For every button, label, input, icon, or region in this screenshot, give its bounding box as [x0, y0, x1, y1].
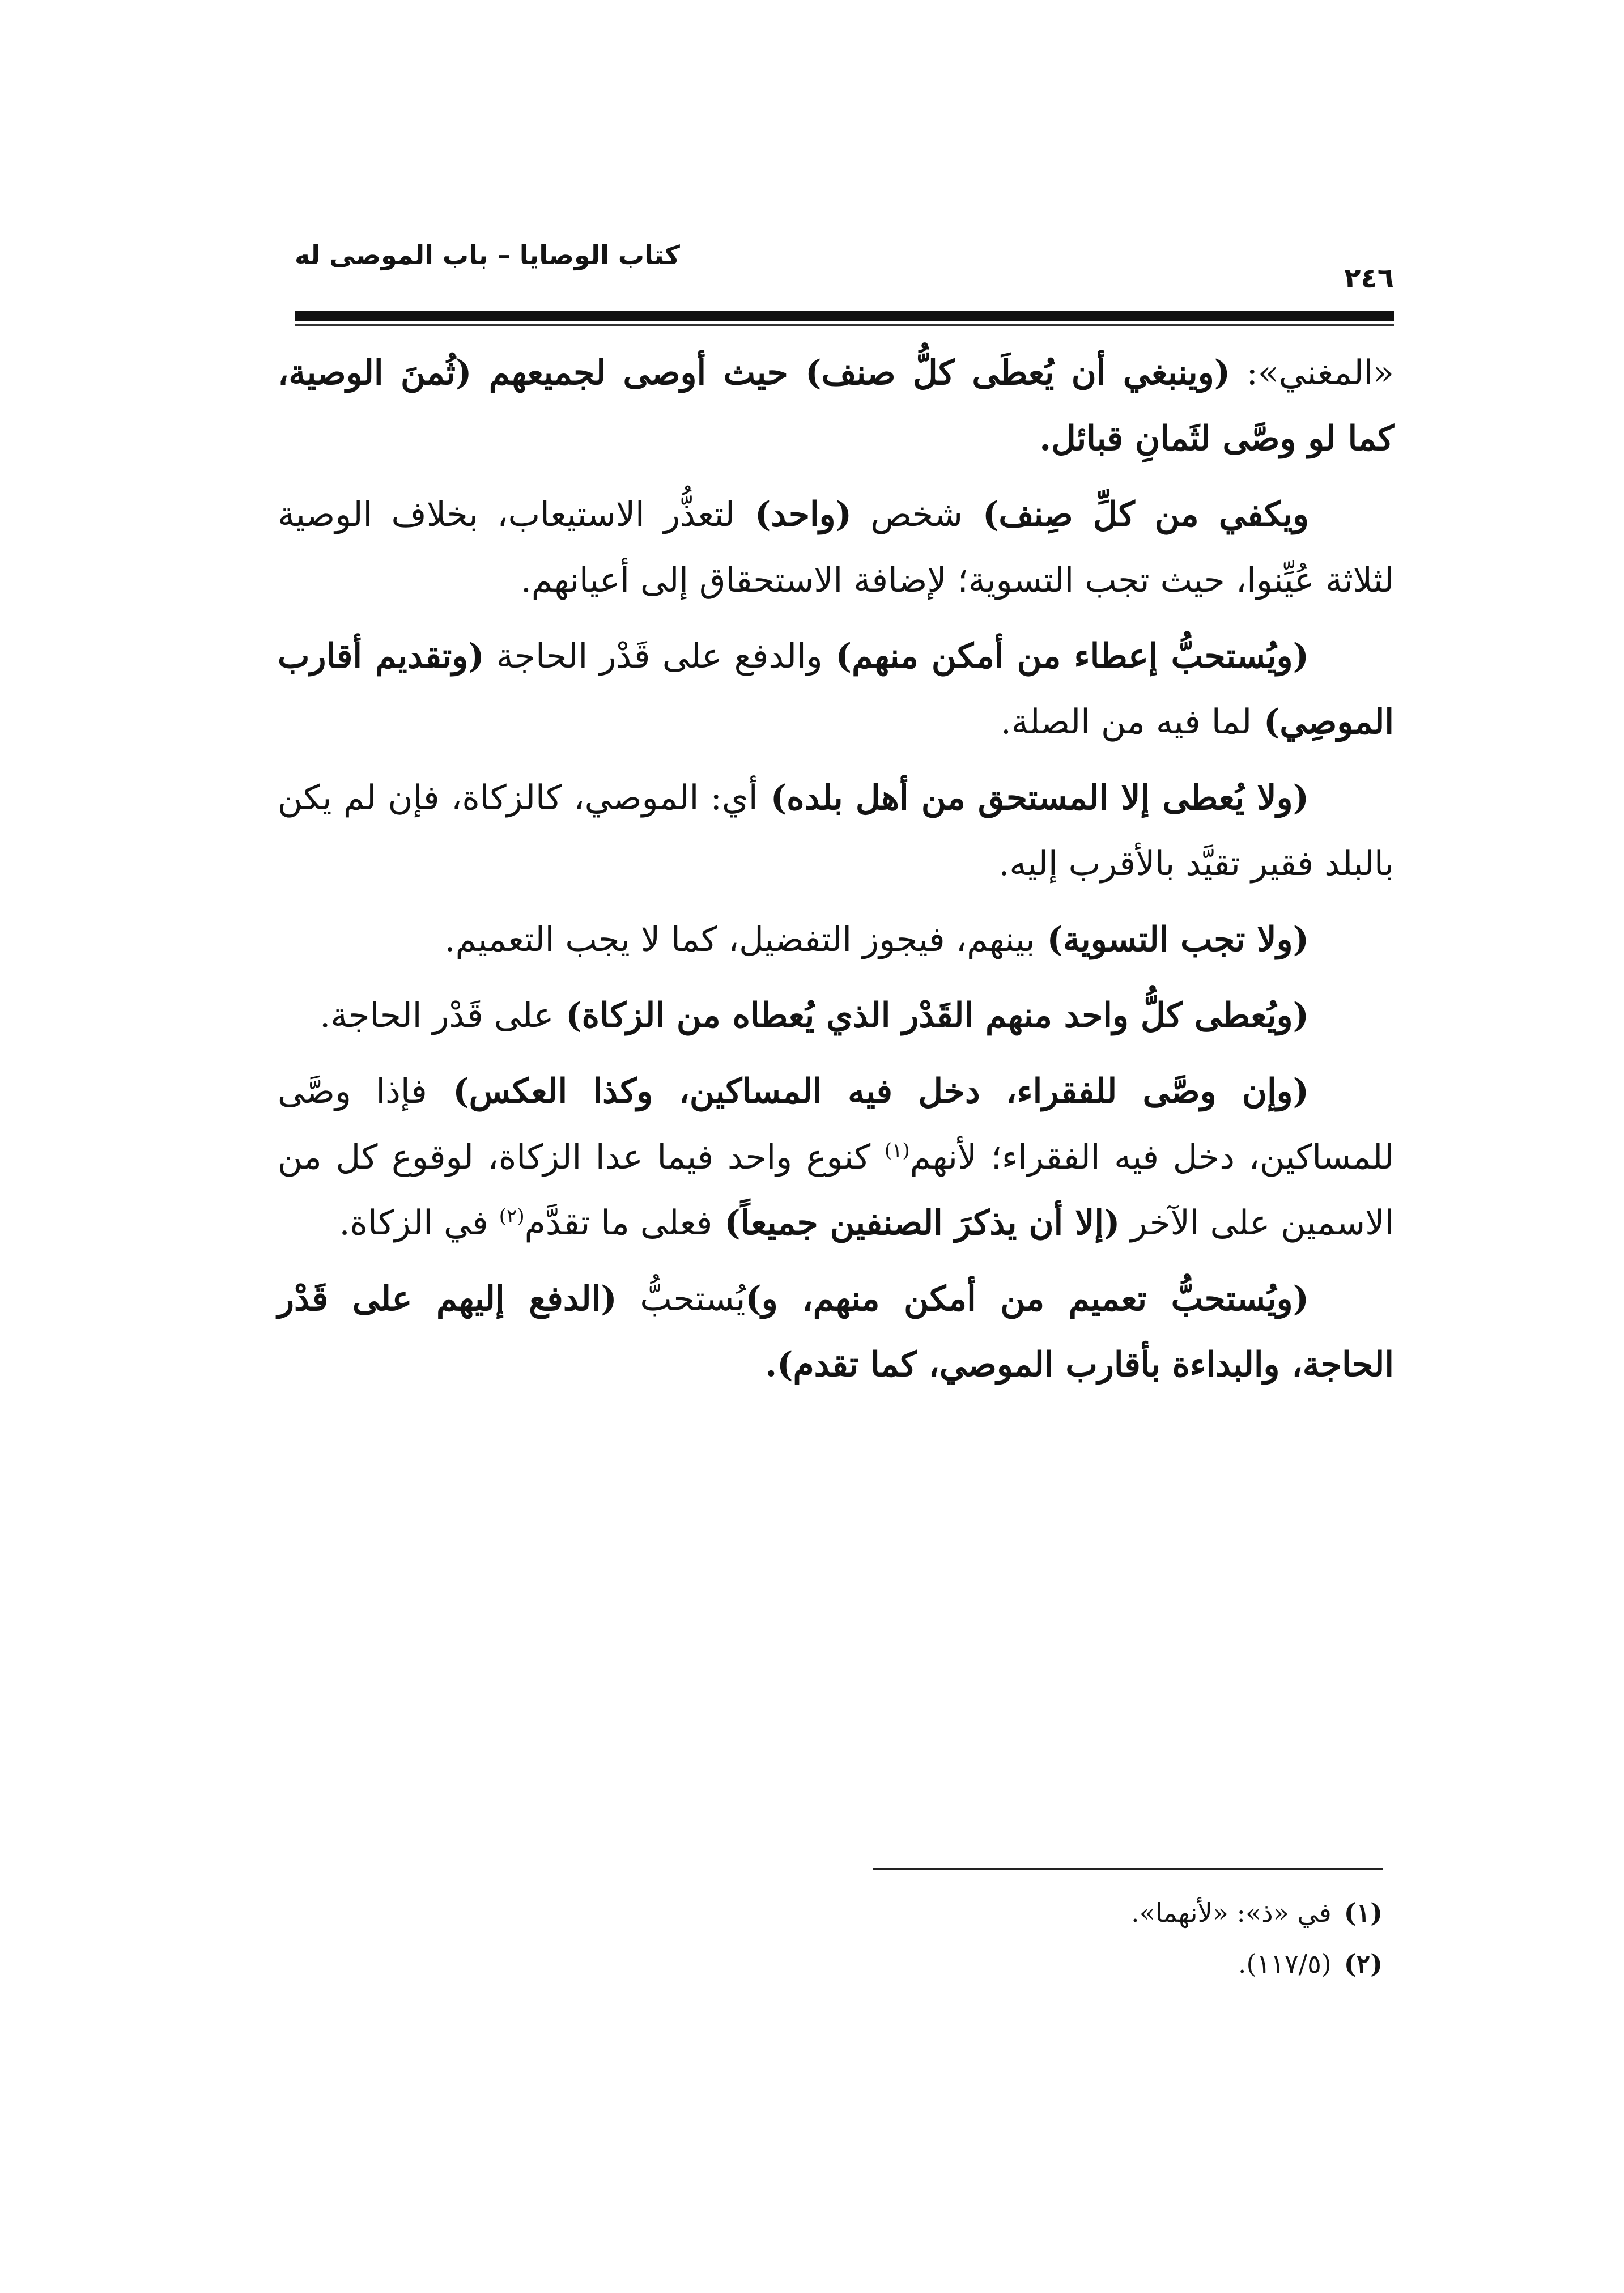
- matn-text: (واحد): [734, 495, 852, 534]
- header-rule-thin: [295, 324, 1394, 326]
- paragraph-4: [278, 765, 1394, 897]
- footnote-text: (١١٧/٥).: [1238, 1948, 1332, 1979]
- paragraph-2: [278, 482, 1394, 613]
- paragraph-8: [278, 1266, 1394, 1398]
- footnote-separator: [873, 1868, 1383, 1870]
- matn-text: (ولا تجب التسوية): [1035, 920, 1309, 959]
- footnote-number: (٢): [1344, 1948, 1383, 1979]
- running-title: كتاب الوصايا – باب الموصى له: [295, 240, 680, 270]
- matn-text: (ولا يُعطى إلا المستحق من أهل بلده): [758, 778, 1310, 818]
- matn-text: (ويُستحبُّ تعميم من أمكن منهم، و): [745, 1279, 1309, 1319]
- matn-text: (الدفع إليهم على قَدْر الحاجة، والبداءة بأقارب الموصي، كما تقدم).: [278, 1279, 1394, 1385]
- paragraph-3: [278, 623, 1394, 755]
- sharh-text: يُستحبُّ: [617, 1279, 746, 1319]
- matn-text: (ويُعطى كلُّ واحد منهم القَدْر الذي يُعطاه من الزكاة): [554, 996, 1309, 1035]
- sharh-text: فعلى ما تقدَّم: [524, 1203, 713, 1243]
- footnote-text: في «ذ»: «لأنهما».: [1131, 1897, 1332, 1928]
- sharh-text: والدفع على قَدْر الحاجة: [484, 636, 823, 676]
- paragraph-7: [278, 1059, 1394, 1256]
- footnote-number: (١): [1344, 1897, 1383, 1928]
- matn-text: (وإن وصَّى للفقراء، دخل فيه المساكين، وكذا العكس): [427, 1072, 1310, 1111]
- source-ref: «المغني»:: [1230, 353, 1394, 393]
- matn-text: (ويُستحبُّ إعطاء من أمكن منهم): [822, 636, 1309, 676]
- sharh-text: كنوع واحد فيما عدا الزكاة، لوقوع كل من الاسمين على الآخر: [278, 1137, 1394, 1243]
- sharh-text: في الزكاة.: [339, 1203, 499, 1243]
- paragraph-1: [278, 340, 1394, 472]
- footnote-1: [873, 1887, 1383, 1938]
- running-header: [295, 232, 1394, 317]
- paragraph-5: [278, 907, 1394, 973]
- sharh-text: على قَدْر الحاجة.: [320, 996, 554, 1035]
- footnotes: [873, 1887, 1383, 1989]
- sharh-text: أي: الموصي، كالزكاة، فإن لم يكن بالبلد فقير تقيَّد بالأقرب إليه.: [278, 778, 1394, 884]
- header-rule-thick: [295, 311, 1394, 321]
- footnote-ref-1[interactable]: (١): [884, 1139, 910, 1162]
- matn-text: (إلا أن يذكرَ الصنفين جميعاً): [712, 1203, 1120, 1243]
- footnote-ref-2[interactable]: (٢): [499, 1205, 525, 1228]
- main-text: [278, 340, 1394, 1408]
- matn-text: (وينبغي أن يُعطَى كلُّ صنف) حيث أوصى لجميعهم (ثُمنَ الوصية، كما لو وصَّى لثَمانِ قبائل.: [278, 353, 1394, 458]
- matn-text: ويكفي من كلِّ صِنف): [962, 495, 1309, 534]
- sharh-text: شخص: [852, 495, 963, 534]
- footnote-2: [873, 1938, 1383, 1989]
- sharh-text: لتعذُّر الاستيعاب، بخلاف الوصية لثلاثة عُيِّنوا، حيث تجب التسوية؛ لإضافة الاستحقاق إلى أعيانهم.: [278, 495, 1394, 600]
- sharh-text: لما فيه من الصلة.: [1000, 702, 1252, 742]
- sharh-text: بينهم، فيجوز التفضيل، كما لا يجب التعميم.: [444, 920, 1035, 959]
- paragraph-6: [278, 983, 1394, 1048]
- sharh-text: فإذا وصَّى للمساكين، دخل فيه الفقراء؛ لأنهم: [278, 1072, 1394, 1177]
- page-number: ٢٤٦: [1344, 262, 1394, 294]
- matn-text: (وتقديم أقارب الموصِي): [278, 636, 1394, 742]
